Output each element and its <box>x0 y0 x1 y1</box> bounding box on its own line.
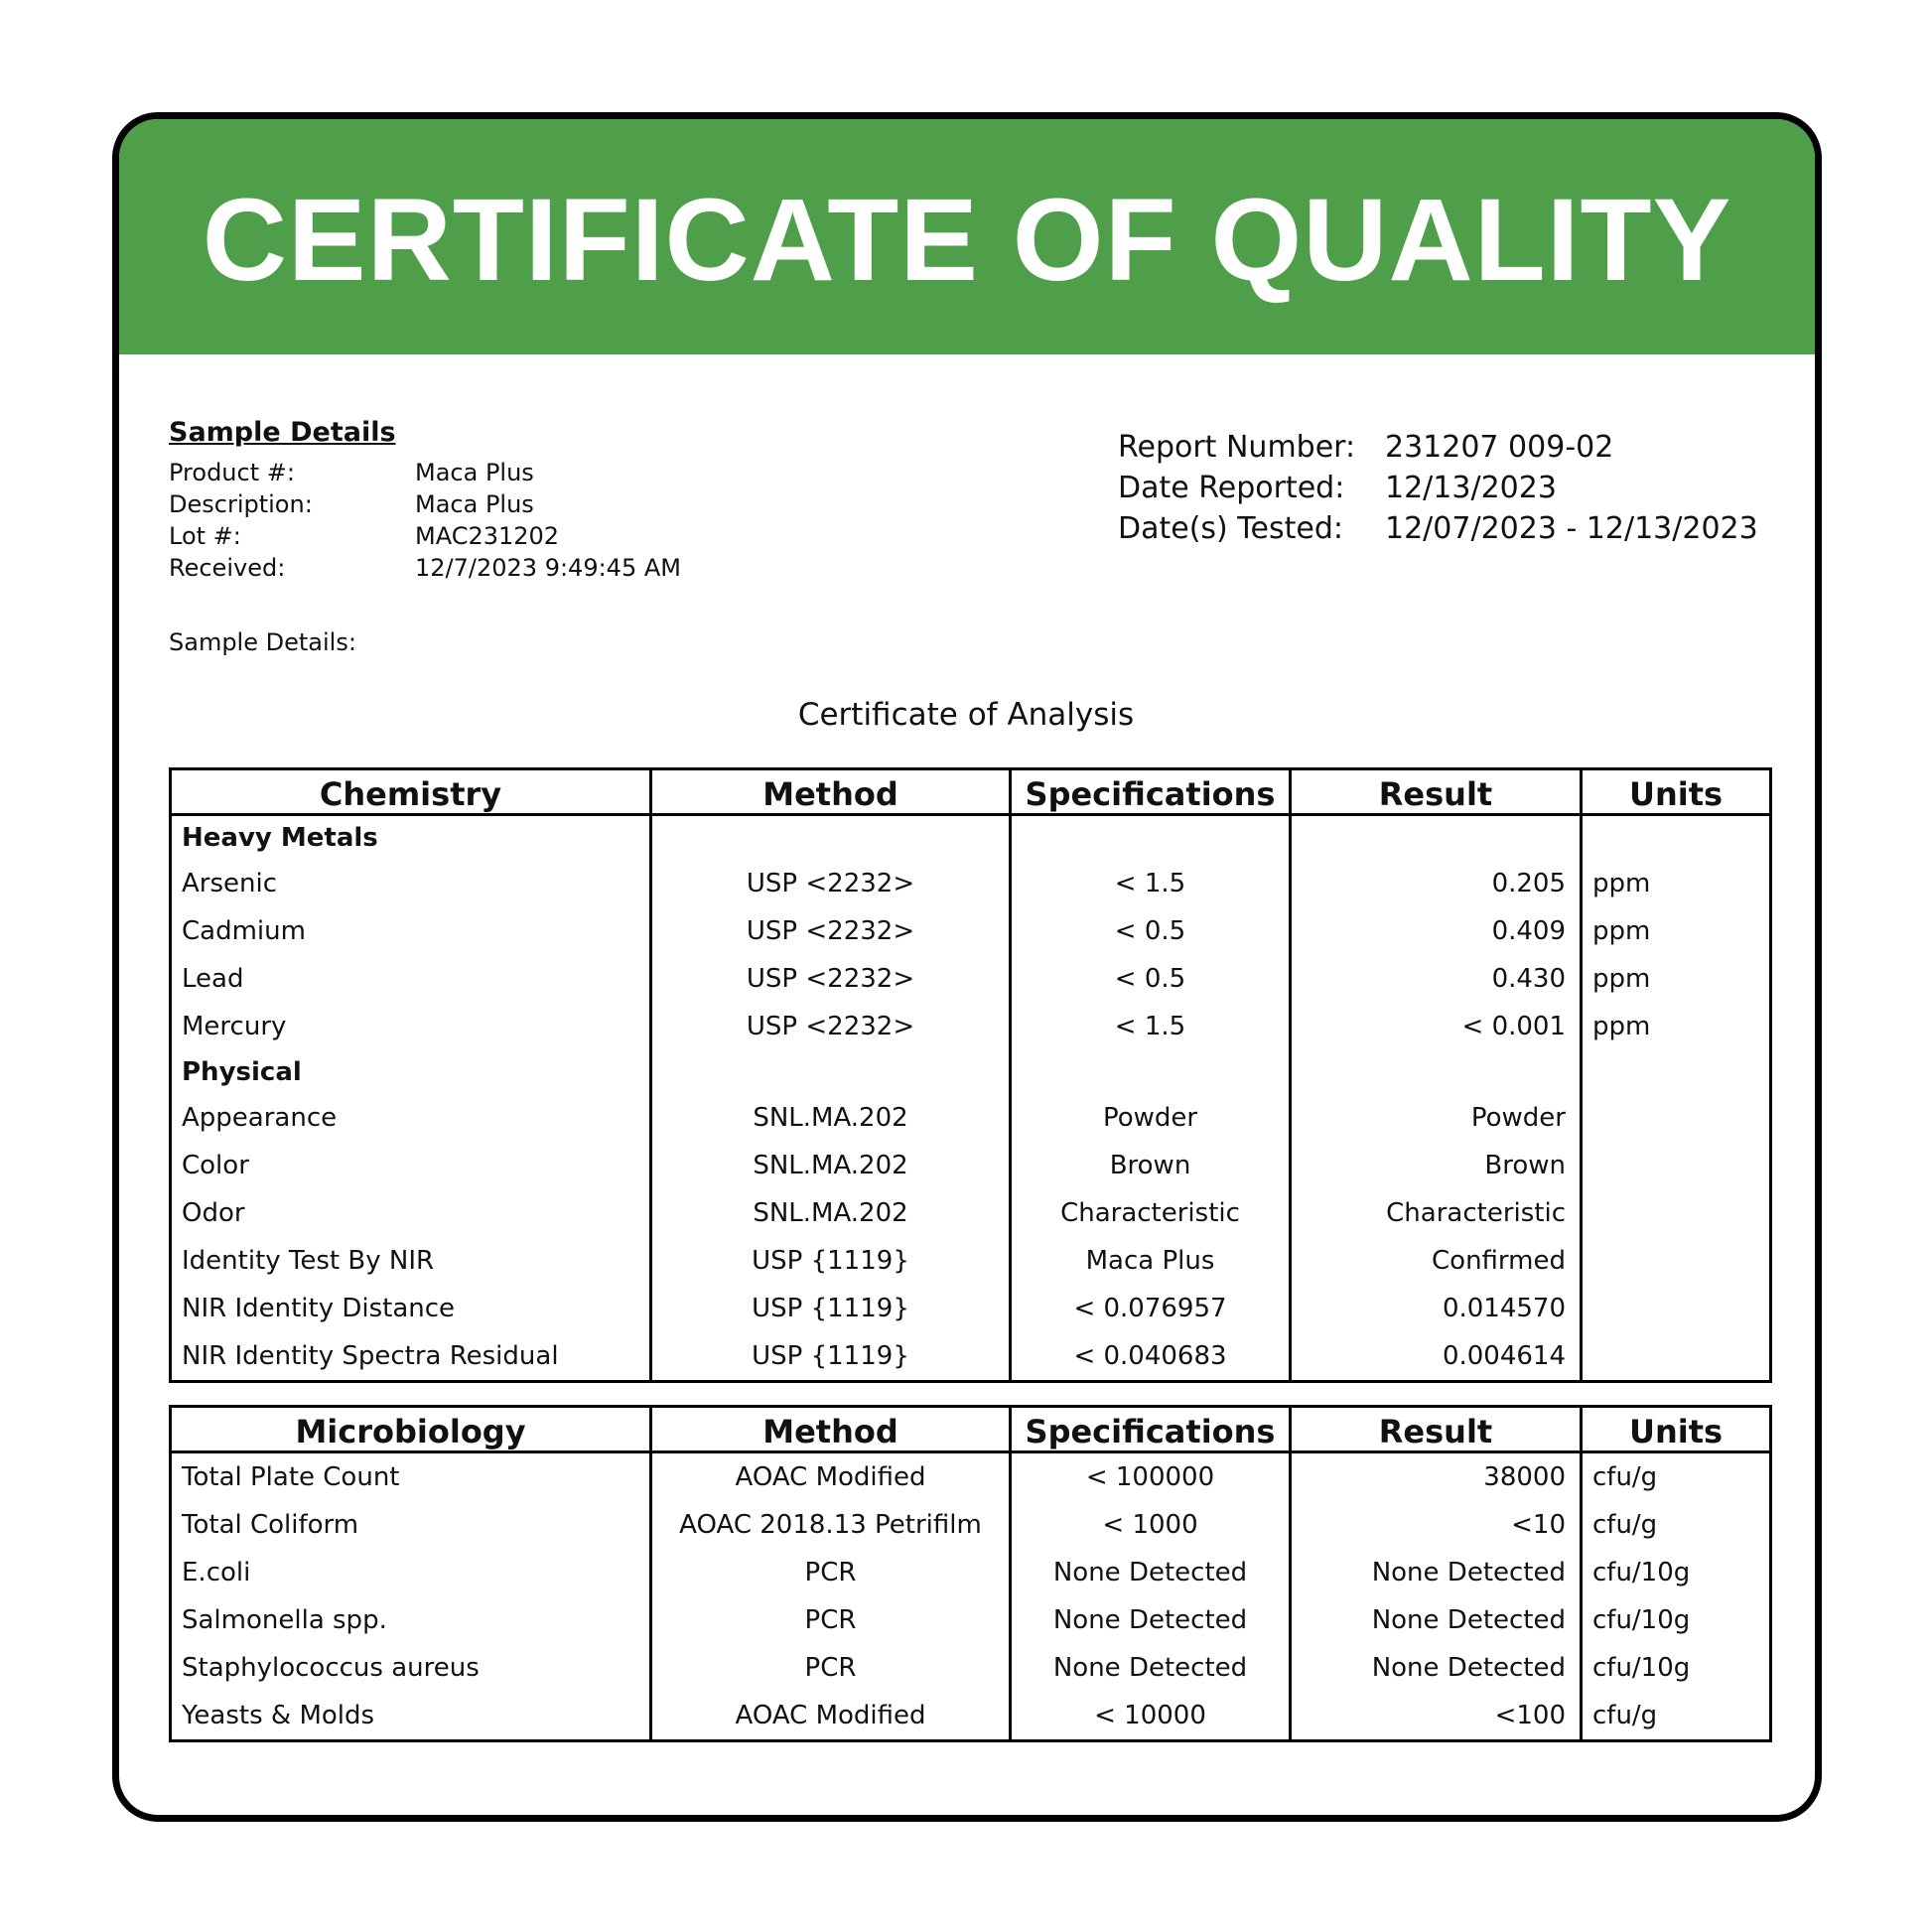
units-cell: ppm <box>1582 907 1771 955</box>
sample-details-label: Sample Details: <box>169 628 356 656</box>
method-cell: SNL.MA.202 <box>651 1189 1011 1237</box>
result-cell: None Detected <box>1291 1644 1582 1692</box>
method-cell: USP <2232> <box>651 1003 1011 1050</box>
spec-cell: None Detected <box>1011 1549 1291 1596</box>
spec-cell: Powder <box>1011 1094 1291 1142</box>
column-header: Specifications <box>1011 769 1291 815</box>
result-cell: None Detected <box>1291 1549 1582 1596</box>
report-value: 12/13/2023 <box>1385 471 1557 505</box>
table-row <box>171 1549 1771 1596</box>
units-cell: ppm <box>1582 860 1771 907</box>
field-value: Maca Plus <box>415 459 534 486</box>
units-cell: cfu/g <box>1582 1692 1771 1741</box>
table-row <box>171 1003 1771 1050</box>
result-cell: Characteristic <box>1291 1189 1582 1237</box>
table-header-row <box>171 1407 1771 1452</box>
table-row <box>171 1644 1771 1692</box>
chemistry-table <box>169 767 1772 1383</box>
title-banner <box>119 119 1815 354</box>
microbiology-table <box>169 1405 1772 1742</box>
method-cell: USP {1119} <box>651 1332 1011 1382</box>
spec-cell: < 10000 <box>1011 1692 1291 1741</box>
test-name: Total Plate Count <box>171 1452 651 1502</box>
units-cell: cfu/g <box>1582 1501 1771 1549</box>
section-label: Physical <box>171 1050 651 1094</box>
test-name: Cadmium <box>171 907 651 955</box>
table-row <box>171 1189 1771 1237</box>
report-label: Report Number: <box>1118 430 1356 465</box>
method-cell: USP <2232> <box>651 860 1011 907</box>
result-cell: Powder <box>1291 1094 1582 1142</box>
table-row <box>171 1332 1771 1382</box>
table-row <box>171 1094 1771 1142</box>
units-cell: cfu/10g <box>1582 1549 1771 1596</box>
field-label: Description: <box>169 490 313 518</box>
result-cell: <100 <box>1291 1692 1582 1741</box>
table-row <box>171 1237 1771 1285</box>
units-cell: ppm <box>1582 1003 1771 1050</box>
units-cell: cfu/10g <box>1582 1644 1771 1692</box>
spec-cell: Characteristic <box>1011 1189 1291 1237</box>
test-name: Staphylococcus aureus <box>171 1644 651 1692</box>
spec-cell: < 0.5 <box>1011 955 1291 1003</box>
table-row <box>171 1285 1771 1332</box>
column-header: Result <box>1291 769 1582 815</box>
method-cell: AOAC Modified <box>651 1452 1011 1502</box>
field-value: 12/7/2023 9:49:45 AM <box>415 554 681 582</box>
result-cell: < 0.001 <box>1291 1003 1582 1050</box>
test-name: Total Coliform <box>171 1501 651 1549</box>
table-header-row <box>171 769 1771 815</box>
sample-details-heading: Sample Details <box>169 417 396 448</box>
test-name: Salmonella spp. <box>171 1596 651 1644</box>
result-cell: <10 <box>1291 1501 1582 1549</box>
test-name: Arsenic <box>171 860 651 907</box>
method-cell: PCR <box>651 1644 1011 1692</box>
spec-cell: < 0.5 <box>1011 907 1291 955</box>
table-row <box>171 907 1771 955</box>
section-row <box>171 1050 1771 1094</box>
spec-cell: None Detected <box>1011 1596 1291 1644</box>
method-cell: USP {1119} <box>651 1285 1011 1332</box>
units-cell: cfu/g <box>1582 1452 1771 1502</box>
result-cell: 0.004614 <box>1291 1332 1582 1382</box>
spec-cell: < 1000 <box>1011 1501 1291 1549</box>
result-cell: Confirmed <box>1291 1237 1582 1285</box>
field-label: Product #: <box>169 459 295 486</box>
method-cell: AOAC Modified <box>651 1692 1011 1741</box>
method-cell: SNL.MA.202 <box>651 1094 1011 1142</box>
column-header: Units <box>1582 769 1771 815</box>
table-row <box>171 1501 1771 1549</box>
column-header: Result <box>1291 1407 1582 1452</box>
column-header: Units <box>1582 1407 1771 1452</box>
field-label: Lot #: <box>169 522 241 550</box>
units-cell <box>1582 1094 1771 1142</box>
result-cell: 38000 <box>1291 1452 1582 1502</box>
spec-cell: Brown <box>1011 1142 1291 1189</box>
report-label: Date Reported: <box>1118 471 1345 505</box>
result-cell: 0.205 <box>1291 860 1582 907</box>
units-cell <box>1582 1237 1771 1285</box>
units-cell: cfu/10g <box>1582 1596 1771 1644</box>
test-name: NIR Identity Distance <box>171 1285 651 1332</box>
spec-cell: None Detected <box>1011 1644 1291 1692</box>
method-cell: PCR <box>651 1549 1011 1596</box>
result-cell: 0.430 <box>1291 955 1582 1003</box>
units-cell <box>1582 1332 1771 1382</box>
column-header: Method <box>651 1407 1011 1452</box>
table-row <box>171 955 1771 1003</box>
spec-cell: < 1.5 <box>1011 1003 1291 1050</box>
method-cell: PCR <box>651 1596 1011 1644</box>
method-cell: SNL.MA.202 <box>651 1142 1011 1189</box>
certificate-title: CERTIFICATE OF QUALITY <box>202 174 1732 306</box>
test-name: Color <box>171 1142 651 1189</box>
spec-cell: Maca Plus <box>1011 1237 1291 1285</box>
test-name: Mercury <box>171 1003 651 1050</box>
table-row <box>171 1142 1771 1189</box>
result-cell: 0.409 <box>1291 907 1582 955</box>
analysis-title: Certificate of Analysis <box>797 697 1135 733</box>
units-cell <box>1582 1142 1771 1189</box>
result-cell: Brown <box>1291 1142 1582 1189</box>
column-header: Specifications <box>1011 1407 1291 1452</box>
test-name: NIR Identity Spectra Residual <box>171 1332 651 1382</box>
column-header: Chemistry <box>171 769 651 815</box>
units-cell: ppm <box>1582 955 1771 1003</box>
table-row <box>171 1452 1771 1502</box>
spec-cell: < 0.040683 <box>1011 1332 1291 1382</box>
test-name: Odor <box>171 1189 651 1237</box>
table-row <box>171 1596 1771 1644</box>
test-name: Identity Test By NIR <box>171 1237 651 1285</box>
test-name: E.coli <box>171 1549 651 1596</box>
units-cell <box>1582 1189 1771 1237</box>
field-value: Maca Plus <box>415 490 534 518</box>
test-name: Appearance <box>171 1094 651 1142</box>
test-name: Lead <box>171 955 651 1003</box>
test-name: Yeasts & Molds <box>171 1692 651 1741</box>
result-cell: None Detected <box>1291 1596 1582 1644</box>
units-cell <box>1582 1285 1771 1332</box>
spec-cell: < 0.076957 <box>1011 1285 1291 1332</box>
report-value: 12/07/2023 - 12/13/2023 <box>1385 511 1758 546</box>
field-value: MAC231202 <box>415 522 560 550</box>
method-cell: USP <2232> <box>651 907 1011 955</box>
column-header: Microbiology <box>171 1407 651 1452</box>
spec-cell: < 100000 <box>1011 1452 1291 1502</box>
spec-cell: < 1.5 <box>1011 860 1291 907</box>
table-row <box>171 1692 1771 1741</box>
report-value: 231207 009-02 <box>1385 430 1614 465</box>
method-cell: USP {1119} <box>651 1237 1011 1285</box>
table-row <box>171 860 1771 907</box>
section-row <box>171 815 1771 861</box>
section-label: Heavy Metals <box>171 815 651 861</box>
method-cell: USP <2232> <box>651 955 1011 1003</box>
method-cell: AOAC 2018.13 Petrifilm <box>651 1501 1011 1549</box>
report-label: Date(s) Tested: <box>1118 511 1343 546</box>
field-label: Received: <box>169 554 286 582</box>
column-header: Method <box>651 769 1011 815</box>
result-cell: 0.014570 <box>1291 1285 1582 1332</box>
